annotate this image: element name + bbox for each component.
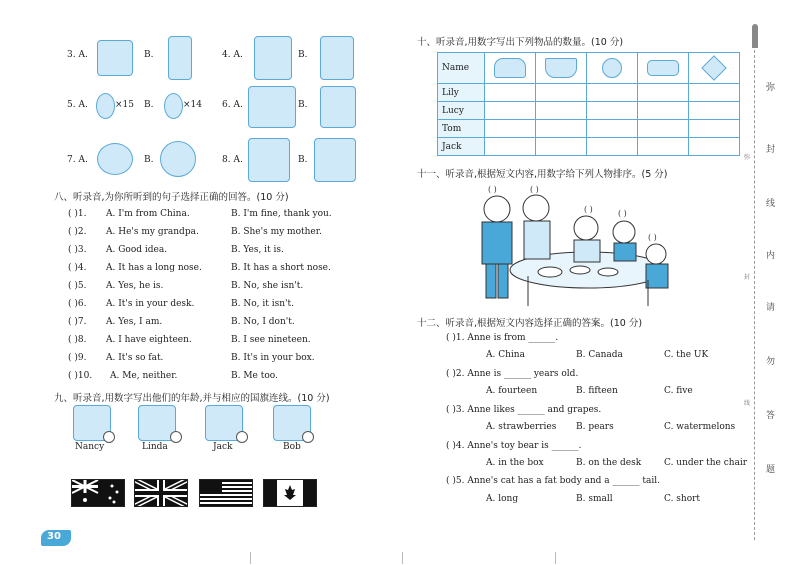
option-b-label: B. bbox=[144, 155, 154, 165]
seal-char: 答 bbox=[766, 411, 776, 421]
car-icon bbox=[647, 60, 679, 76]
option-a: A. in the box bbox=[486, 458, 544, 468]
answer-cell[interactable] bbox=[689, 138, 740, 156]
name-cell: Lucy bbox=[438, 102, 485, 120]
seal-line bbox=[754, 50, 756, 540]
ball-icon-cell bbox=[587, 53, 638, 84]
table-row bbox=[438, 138, 740, 156]
option-a: A. I have eighteen. bbox=[106, 335, 192, 345]
section-9-title: 九、听录音,用数字写出他们的年龄,并与相应的国旗连线。(10 分) bbox=[54, 393, 330, 404]
question-number: ( )4. bbox=[68, 263, 87, 273]
option-a: A. long bbox=[486, 494, 519, 504]
question-number: ( )3. bbox=[68, 245, 87, 255]
question-number: ( )2. bbox=[68, 227, 87, 237]
answer-cell[interactable] bbox=[536, 84, 587, 102]
section-11-title: 十一、听录音,根据短文内容,用数字给下列人物排序。(5 分) bbox=[417, 169, 668, 180]
chair-table-image bbox=[254, 36, 292, 80]
answer-cell[interactable] bbox=[689, 84, 740, 102]
items-count-table bbox=[437, 52, 740, 156]
divider bbox=[402, 552, 403, 564]
question-number: ( )10. bbox=[68, 371, 93, 381]
boat-icon-cell bbox=[536, 53, 587, 84]
question-7-label: 7. A. bbox=[67, 155, 88, 165]
page-number: 30 bbox=[47, 531, 61, 542]
name-cell: Tom bbox=[438, 120, 485, 138]
option-a: A. It has a long nose. bbox=[106, 263, 202, 273]
option-b: B. pears bbox=[576, 422, 614, 432]
answer-cell[interactable] bbox=[638, 84, 689, 102]
person-name: Nancy bbox=[75, 442, 105, 452]
kite-icon-cell bbox=[689, 53, 740, 84]
question-number: ( )7. bbox=[68, 317, 87, 327]
option-a: A. It's so fat. bbox=[106, 353, 164, 363]
option-b: B. No, she isn't. bbox=[231, 281, 304, 291]
option-b: B. fifteen bbox=[576, 386, 618, 396]
answer-cell[interactable] bbox=[587, 120, 638, 138]
egg-count-b: ×14 bbox=[183, 100, 202, 110]
divider bbox=[250, 552, 251, 564]
answer-cell[interactable] bbox=[536, 138, 587, 156]
age-circle[interactable] bbox=[302, 431, 314, 443]
question-number: ( )6. bbox=[68, 299, 87, 309]
answer-cell[interactable] bbox=[485, 102, 536, 120]
question-4-label: 4. A. bbox=[222, 50, 243, 60]
rabbit-image bbox=[97, 40, 133, 76]
rocket-icon bbox=[752, 24, 758, 48]
girl-writing-image bbox=[320, 86, 356, 128]
option-a: A. Me, neither. bbox=[110, 371, 178, 381]
section-12-title: 十二、听录音,根据短文内容选择正确的答案。(10 分) bbox=[417, 318, 643, 329]
option-a: A. I'm from China. bbox=[106, 209, 190, 219]
option-c: C. short bbox=[664, 494, 701, 504]
option-a: A. It's in your desk. bbox=[106, 299, 195, 309]
option-b: B. I'm fine, thank you. bbox=[231, 209, 332, 219]
option-c: C. under the chair bbox=[664, 458, 748, 468]
girl-flag-image bbox=[314, 138, 356, 182]
section-8-title: 八、听录音,为你所听到的句子选择正确的回答。(10 分) bbox=[54, 192, 289, 203]
table-header-cell: Name bbox=[438, 53, 485, 84]
option-b: B. small bbox=[576, 494, 613, 504]
option-b-label: B. bbox=[298, 100, 308, 110]
answer-cell[interactable] bbox=[689, 102, 740, 120]
option-c: C. the UK bbox=[664, 350, 709, 360]
seal-char: 内 bbox=[766, 251, 776, 261]
option-a: A. fourteen bbox=[486, 386, 538, 396]
option-b: B. It has a short nose. bbox=[231, 263, 331, 273]
uk-flag[interactable] bbox=[134, 479, 188, 507]
answer-cell[interactable] bbox=[638, 120, 689, 138]
question-number: ( )5. bbox=[68, 281, 87, 291]
answer-cell[interactable] bbox=[587, 84, 638, 102]
answer-cell[interactable] bbox=[485, 138, 536, 156]
family-illustration bbox=[468, 184, 678, 308]
age-circle[interactable] bbox=[103, 431, 115, 443]
svg-text:( ): ( ) bbox=[618, 209, 627, 218]
boat-icon bbox=[545, 58, 577, 78]
seal-char: 弥 bbox=[766, 83, 776, 93]
age-circle[interactable] bbox=[170, 431, 182, 443]
option-a: A. Yes, he is. bbox=[106, 281, 164, 291]
option-b: B. I see nineteen. bbox=[231, 335, 311, 345]
question-5-label: 5. A. bbox=[67, 100, 88, 110]
seal-char: 线 bbox=[766, 199, 776, 209]
question-8-label: 8. A. bbox=[222, 155, 243, 165]
name-cell: Lily bbox=[438, 84, 485, 102]
small-seal-char: 线 bbox=[744, 400, 751, 407]
svg-text:( ): ( ) bbox=[530, 185, 539, 194]
option-c: C. five bbox=[664, 386, 693, 396]
section-10-title: 十、听录音,用数字写出下列物品的数量。(10 分) bbox=[417, 37, 624, 48]
option-b: B. Me too. bbox=[231, 371, 278, 381]
question-stem: ( )1. Anne is from ______. bbox=[446, 333, 559, 343]
question-6-label: 6. A. bbox=[222, 100, 243, 110]
option-b-label: B. bbox=[144, 100, 154, 110]
seal-char: 请 bbox=[766, 303, 776, 313]
option-b: B. Canada bbox=[576, 350, 623, 360]
option-a: A. strawberries bbox=[486, 422, 557, 432]
answer-cell[interactable] bbox=[689, 120, 740, 138]
option-a: A. China bbox=[486, 350, 525, 360]
cap-icon bbox=[494, 58, 526, 78]
table-row bbox=[438, 84, 740, 102]
question-3-label: 3. A. bbox=[67, 50, 88, 60]
table-row bbox=[438, 120, 740, 138]
option-b: B. It's in your box. bbox=[231, 353, 315, 363]
question-stem: ( )2. Anne is ______ years old. bbox=[446, 369, 579, 379]
answer-cell[interactable] bbox=[587, 102, 638, 120]
person-name: Linda bbox=[142, 442, 168, 452]
option-b: B. Yes, it is. bbox=[231, 245, 284, 255]
name-cell: Jack bbox=[438, 138, 485, 156]
usa-flag[interactable] bbox=[199, 479, 253, 507]
option-b-label: B. bbox=[298, 155, 308, 165]
age-circle[interactable] bbox=[236, 431, 248, 443]
option-a: A. Good idea. bbox=[106, 245, 168, 255]
option-a: A. He's my grandpa. bbox=[106, 227, 199, 237]
question-stem: ( )4. Anne's toy bear is ______. bbox=[446, 441, 582, 451]
page-number-badge bbox=[41, 530, 71, 546]
divider bbox=[555, 552, 556, 564]
option-a: A. Yes, I am. bbox=[106, 317, 163, 327]
two-kids-image bbox=[248, 138, 290, 182]
option-b: B. No, I don't. bbox=[231, 317, 295, 327]
small-seal-char: 弥 bbox=[744, 154, 751, 161]
seal-char: 勿 bbox=[766, 357, 776, 367]
cap-icon-cell bbox=[485, 53, 536, 84]
seal-char: 封 bbox=[766, 145, 776, 155]
option-b: B. She's my mother. bbox=[231, 227, 322, 237]
egg-image bbox=[164, 93, 183, 119]
answer-cell[interactable] bbox=[485, 84, 536, 102]
canada-flag[interactable] bbox=[263, 479, 317, 507]
seal-char: 题 bbox=[766, 465, 776, 475]
svg-text:( ): ( ) bbox=[488, 185, 497, 194]
orange-image bbox=[160, 141, 196, 177]
svg-text:( ): ( ) bbox=[648, 233, 657, 242]
question-number: ( )1. bbox=[68, 209, 87, 219]
chair-image bbox=[320, 36, 354, 80]
ball-icon bbox=[602, 58, 622, 78]
question-stem: ( )3. Anne likes ______ and grapes. bbox=[446, 405, 602, 415]
answer-cell[interactable] bbox=[587, 138, 638, 156]
svg-text:( ): ( ) bbox=[584, 205, 593, 214]
egg-count-a: ×15 bbox=[115, 100, 134, 110]
kite-icon bbox=[701, 55, 726, 80]
answer-cell[interactable] bbox=[638, 138, 689, 156]
question-number: ( )9. bbox=[68, 353, 87, 363]
question-stem: ( )5. Anne's cat has a fat body and a ______ tail. bbox=[446, 476, 660, 486]
fruit-image bbox=[97, 143, 133, 175]
answer-cell[interactable] bbox=[536, 102, 587, 120]
small-seal-char: 封 bbox=[744, 274, 751, 281]
answer-cell[interactable] bbox=[485, 120, 536, 138]
car-icon-cell bbox=[638, 53, 689, 84]
person-name: Bob bbox=[283, 442, 301, 452]
answer-cell[interactable] bbox=[638, 102, 689, 120]
australia-flag[interactable] bbox=[71, 479, 125, 507]
question-number: ( )8. bbox=[68, 335, 87, 345]
egg-image bbox=[96, 93, 115, 119]
answer-cell[interactable] bbox=[536, 120, 587, 138]
option-b: B. No, it isn't. bbox=[231, 299, 294, 309]
option-b-label: B. bbox=[144, 50, 154, 60]
giraffe-image bbox=[168, 36, 192, 80]
option-c: C. watermelons bbox=[664, 422, 736, 432]
table-row bbox=[438, 102, 740, 120]
option-b-label: B. bbox=[298, 50, 308, 60]
option-b: B. on the desk bbox=[576, 458, 642, 468]
girl-blackboard-image bbox=[248, 86, 296, 128]
person-name: Jack bbox=[213, 442, 233, 452]
